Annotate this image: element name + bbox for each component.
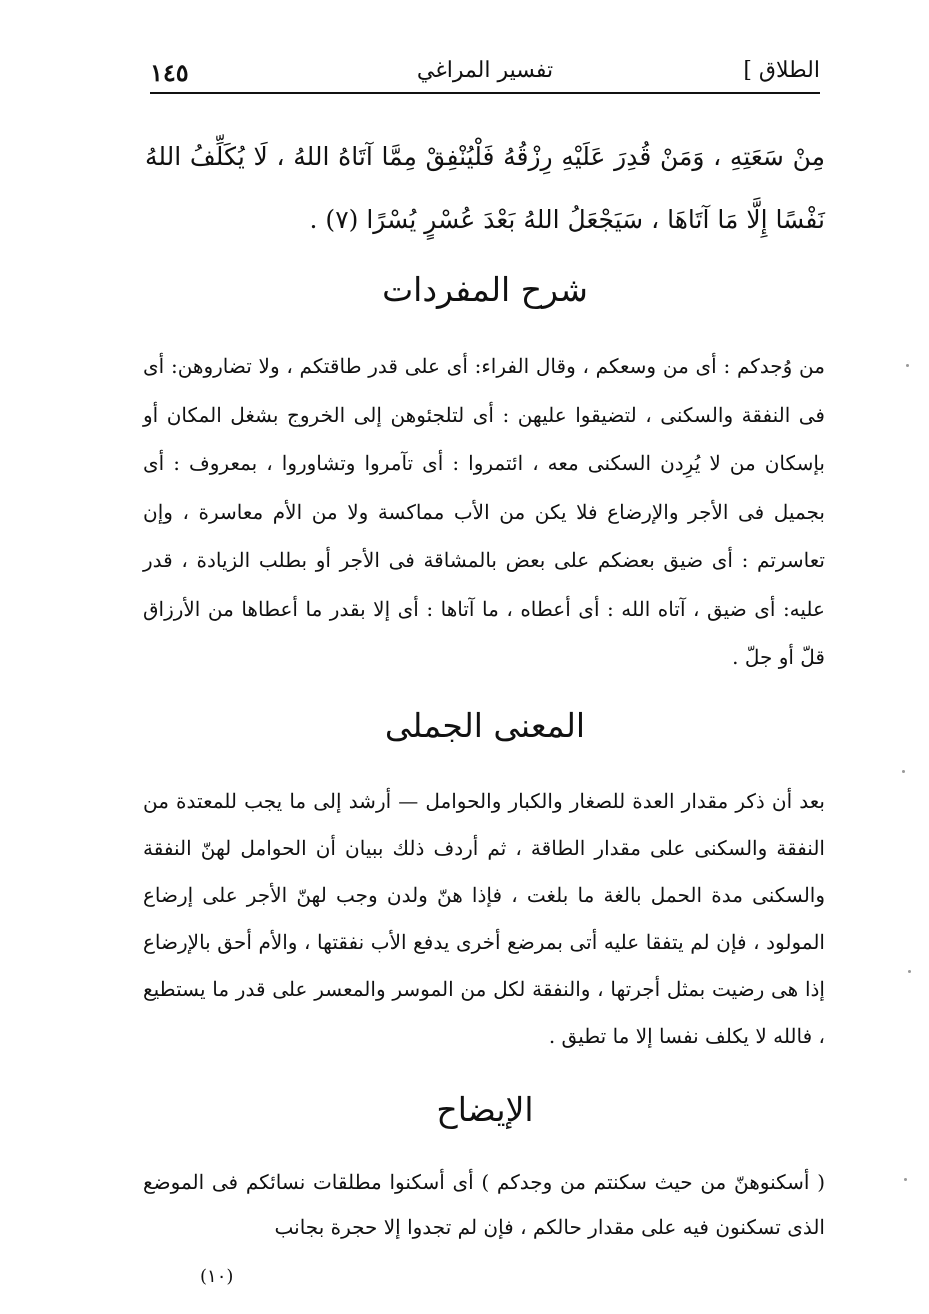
section-text-summary: بعد أن ذكر مقدار العدة للصغار والكبار والحوامل — أرشد إلى ما يجب للمعتدة من النفقة والسكنى على مقدار الطاقة ، ثم أردف ذلك ببيان أن الحوامل لهنّ النفقة والسكنى مدة الحمل بالغة ما بلغت ، فإذا هنّ ولدن وجب لهنّ الأجر على إرضاع المولود ، فإن لم يتفقا عليه أتى بمرضع أخرى يدفع الأب نفقتها ، والأم أحق بالإرضاع إذا هى رضيت بمثل أجرتها ، والنفقة لكل من الموسر والمعسر على قدر ما يستطيع ، فالله لا يكلف نفسا إلا ما تطيق .	[143, 789, 825, 1048]
section-text-explanation: ( أسكنوهنّ من حيث سكنتم من وجدكم ) أى أسكنوا مطلقات نسائكم فى الموضع الذى تسكنون فيه على مقدار حالكم ، فإن لم تجدوا إلا حجرة بجانب	[143, 1170, 825, 1239]
scan-speck	[902, 770, 905, 773]
page-header	[150, 52, 820, 94]
section-heading-summary: المعنى الجملى	[384, 706, 586, 745]
scan-speck	[906, 364, 909, 367]
quran-verse: مِنْ سَعَتِهِ ، وَمَنْ قُدِرَ عَلَيْهِ رِزْقُهُ فَلْيُنْفِقْ مِمَّا آتَاهُ اللهُ ، لَا يُكَلِّفُ اللهُ نَفْسًا إِلَّا مَا آتَاهَا ، سَيَجْعَلُ اللهُ بَعْدَ عُسْرٍ يُسْرًا (٧) .	[145, 142, 825, 234]
section-text-vocabulary: من وُجدكم : أى من وسعكم ، وقال الفراء: أى على قدر طاقتكم ، ولا تضاروهن: أى فى النفقة والسكنى ، لتضيقوا عليهن : أى لتلجئوهن إلى الخروج بشغل المكان أو بإسكان من لا يُرِدن السكنى معه ، ائتمروا : أى تآمروا وتشاوروا ، بمعروف : أى بجميل فى الأجر والإرضاع فلا يكن من الأب مماكسة ولا من الأم معاسرة ، وإن تعاسرتم : أى ضيق بعضكم على بعض بالمشاقة فى الأجر أو بطلب الزيادة ، قدر عليه: أى ضيق ، آتاه الله : أى أعطاه ، ما آتاها : أى إلا بقدر ما أعطاها من الأرزاق قلّ أو جلّ .	[143, 354, 825, 669]
scan-speck	[908, 970, 911, 973]
signature-mark: (١٠)	[200, 1266, 234, 1287]
section-heading-vocabulary: شرح المفردات	[382, 270, 588, 309]
section-heading-explanation: الإيضاح	[436, 1090, 534, 1129]
sura-name: الطلاق ]	[743, 58, 820, 83]
page-number: ١٤٥	[150, 58, 189, 87]
scan-speck	[904, 1178, 907, 1181]
book-title: تفسير المراغي	[416, 58, 554, 83]
